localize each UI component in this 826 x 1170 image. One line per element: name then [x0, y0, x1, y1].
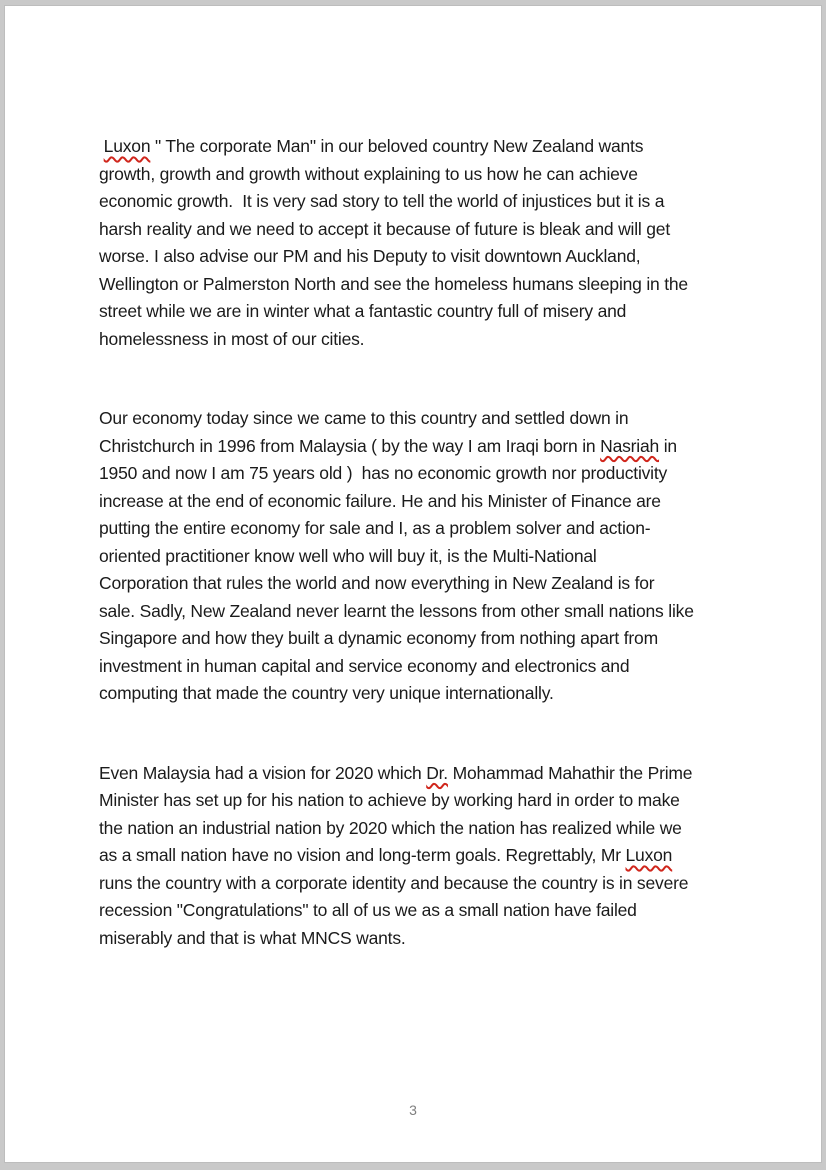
misspelled-word: Luxon	[625, 845, 673, 865]
text-run: Singapore and how they built a dynamic economy from nothing apart from	[99, 628, 658, 648]
text-run: the nation an industrial nation by 2020 which the nation has realized while we	[99, 817, 682, 838]
text-run: runs the country with a corporate identity and because the country is in severe	[99, 872, 689, 893]
text-run: " The corporate Man" in our beloved country New Zealand wants	[150, 136, 644, 156]
text-line	[99, 680, 731, 708]
text-run: Wellington or Palmerston North and see the homeless humans sleeping in the	[99, 273, 688, 294]
text-line	[99, 271, 731, 299]
text-line	[99, 515, 731, 543]
text-line	[99, 925, 731, 953]
text-line	[99, 815, 731, 843]
text-line	[99, 787, 731, 815]
text-run: Mohammad Mahathir the Prime	[447, 762, 693, 783]
text-line	[99, 460, 731, 488]
text-line	[99, 598, 731, 626]
text-line	[99, 653, 731, 681]
text-line	[99, 405, 731, 433]
text-line	[99, 326, 731, 354]
text-line	[99, 870, 731, 898]
misspelled-word: Luxon	[103, 136, 151, 156]
text-line	[99, 488, 731, 516]
text-run: Corporation that rules the world and now everything in New Zealand is for	[99, 573, 655, 593]
text-run: computing that made the country very unique internationally.	[99, 683, 554, 703]
text-line	[99, 433, 731, 461]
text-run: putting the entire economy for sale and I, as a problem solver and action-	[99, 518, 651, 538]
paragraph	[99, 760, 731, 953]
text-line	[99, 842, 731, 870]
text-run: economic growth. It is very sad story to tell the world of injustices but it is a	[99, 191, 665, 211]
text-run: worse. I also advise our PM and his Deputy to visit downtown Auckland,	[99, 246, 641, 266]
text-line	[99, 625, 731, 653]
text-run: increase at the end of economic failure. He and his Minister of Finance are	[99, 490, 661, 511]
text-line	[99, 897, 731, 925]
text-line	[99, 570, 731, 598]
page-number: 3	[409, 1102, 417, 1118]
text-run: Even Malaysia had a vision for 2020 which	[99, 762, 427, 783]
text-run: growth, growth and growth without explaining to us how he can achieve	[99, 163, 638, 184]
text-run: street while we are in winter what a fantastic country full of misery and	[99, 301, 627, 321]
text-line	[99, 161, 731, 189]
text-run: harsh reality and we need to accept it because of future is bleak and will get	[99, 218, 671, 239]
paragraph	[99, 405, 731, 708]
text-run: recession "Congratulations" to all of us we as a small nation have failed	[99, 900, 637, 920]
text-run: miserably and that is what MNCS wants.	[99, 927, 406, 948]
text-line	[99, 133, 731, 161]
text-line	[99, 543, 731, 571]
text-run: Our economy today since we came to this country and settled down in	[99, 408, 629, 428]
text-run: as a small nation have no vision and long-term goals. Regrettably, Mr	[99, 845, 626, 865]
text-line	[99, 760, 731, 788]
text-line	[99, 216, 731, 244]
paragraph	[99, 133, 731, 353]
text-run: in	[659, 435, 677, 456]
misspelled-word: Dr.	[426, 762, 448, 783]
text-line	[99, 188, 731, 216]
text-run: Christchurch in 1996 from Malaysia ( by the way I am Iraqi born in	[99, 435, 601, 456]
text-line	[99, 298, 731, 326]
misspelled-word: Nasriah	[600, 435, 660, 456]
text-run: sale. Sadly, New Zealand never learnt the lessons from other small nations like	[99, 600, 694, 621]
text-line	[99, 243, 731, 271]
text-run: homelessness in most of our cities.	[99, 328, 365, 349]
text-run: 1950 and now I am 75 years old ) has no economic growth nor productivity	[99, 463, 668, 483]
document-page[interactable]	[4, 5, 822, 1163]
document-body	[5, 6, 821, 952]
text-run: investment in human capital and service economy and electronics and	[99, 655, 630, 676]
text-run: Minister has set up for his nation to achieve by working hard in order to make	[99, 790, 680, 810]
text-run: oriented practitioner know well who will buy it, is the Multi-National	[99, 545, 597, 566]
